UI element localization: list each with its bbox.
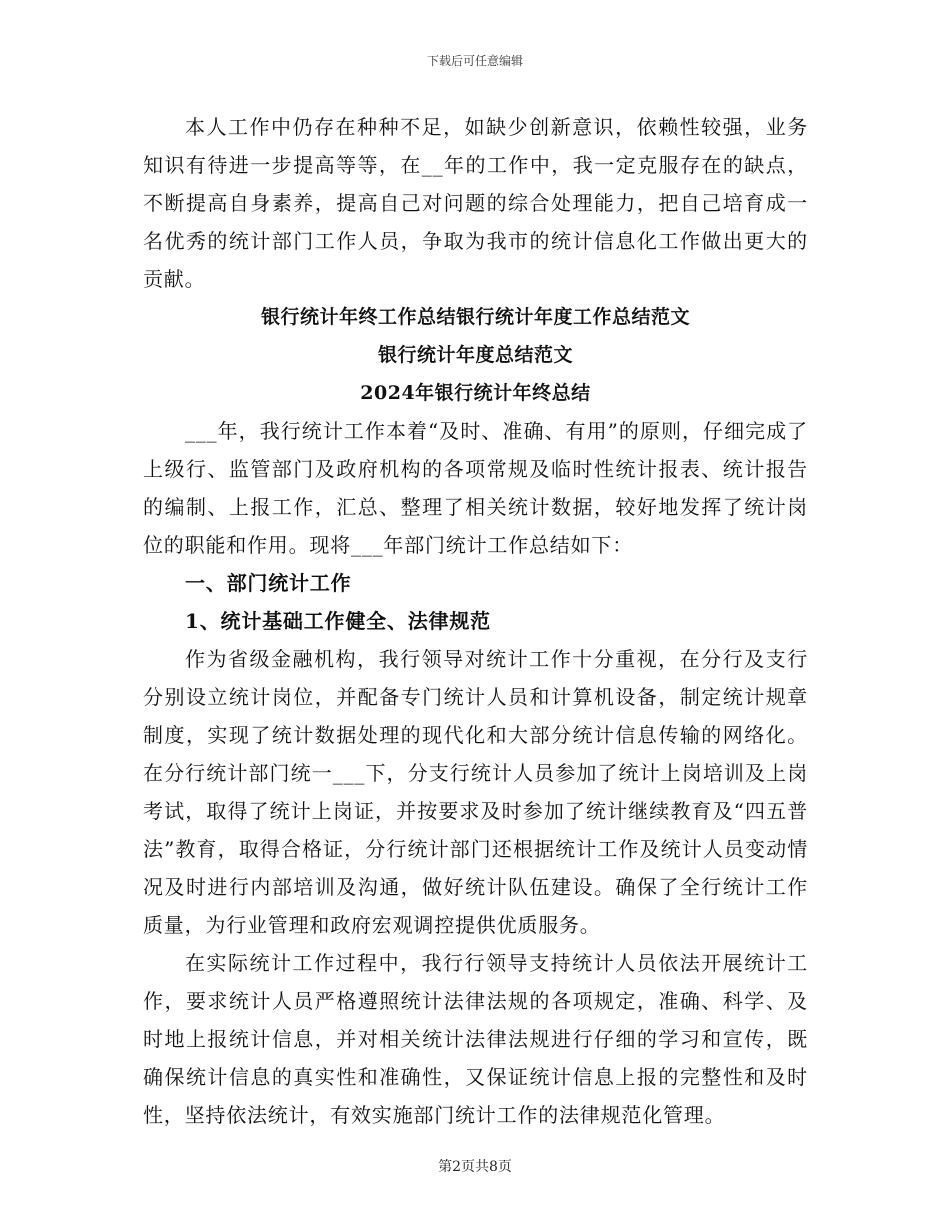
document-subtitle-year: 2024年银行统计年终总结 [360, 382, 591, 404]
document-subtitle: 银行统计年度总结范文 [377, 344, 573, 366]
page-number: 第2页共8页 [438, 1159, 512, 1175]
subsection-heading-1: 1、统计基础工作健全、法律规范 [185, 609, 491, 633]
page-header-note: 下载后可任意编辑 [426, 54, 523, 68]
document-body [143, 108, 808, 1134]
document-title: 银行统计年终工作总结银行统计年度工作总结范文 [260, 306, 690, 328]
paragraph-intro: ___年，我行统计工作本着“及时、准确、有用”的原则，仔细完成了上级行、监管部门及政府机构的各项常规及临时性统计报表、统计报告的编制、上报工作，汇总、整理了相关统计数据，较好地发挥了统计岗位的职能和作用。现将___年部门统计工作总结如下： [143, 419, 808, 557]
paragraph-legal-compliance: 在实际统计工作过程中，我行行领导支持统计人员依法开展统计工作，要求统计人员严格遵照统计法律法规的各项规定，准确、科学、及时地上报统计信息，并对相关统计法律法规进行仔细的学习和宣传，既确保统计信息的真实性和准确性，又保证统计信息上报的完整性和及时性，坚持依法统计，有效实施部门统计工作的法律规范化管理。 [143, 951, 808, 1127]
paragraph-shortcomings: 本人工作中仍存在种种不足，如缺少创新意识，依赖性较强，业务知识有待进一步提高等等，在__年的工作中，我一定克服存在的缺点，不断提高自身素养，提高自己对问题的综合处理能力，把自己培育成一名优秀的统计部门工作人员，争取为我市的统计信息化工作做出更大的贡献。 [143, 115, 808, 291]
paragraph-statistics-foundation: 作为省级金融机构，我行领导对统计工作十分重视，在分行及支行分别设立统计岗位，并配备专门统计人员和计算机设备，制定统计规章制度，实现了统计数据处理的现代化和大部分统计信息传输的网络化。在分行统计部门统一___下，分支行统计人员参加了统计上岗培训及上岗考试，取得了统计上岗证，并按要求及时参加了统计继续教育及“四五普法”教育，取得合格证，分行统计部门还根据统计工作及统计人员变动情况及时进行内部培训及沟通，做好统计队伍建设。确保了全行统计工作质量，为行业管理和政府宏观调控提供优质服务。 [143, 647, 808, 937]
section-heading-1: 一、部门统计工作 [185, 571, 352, 595]
